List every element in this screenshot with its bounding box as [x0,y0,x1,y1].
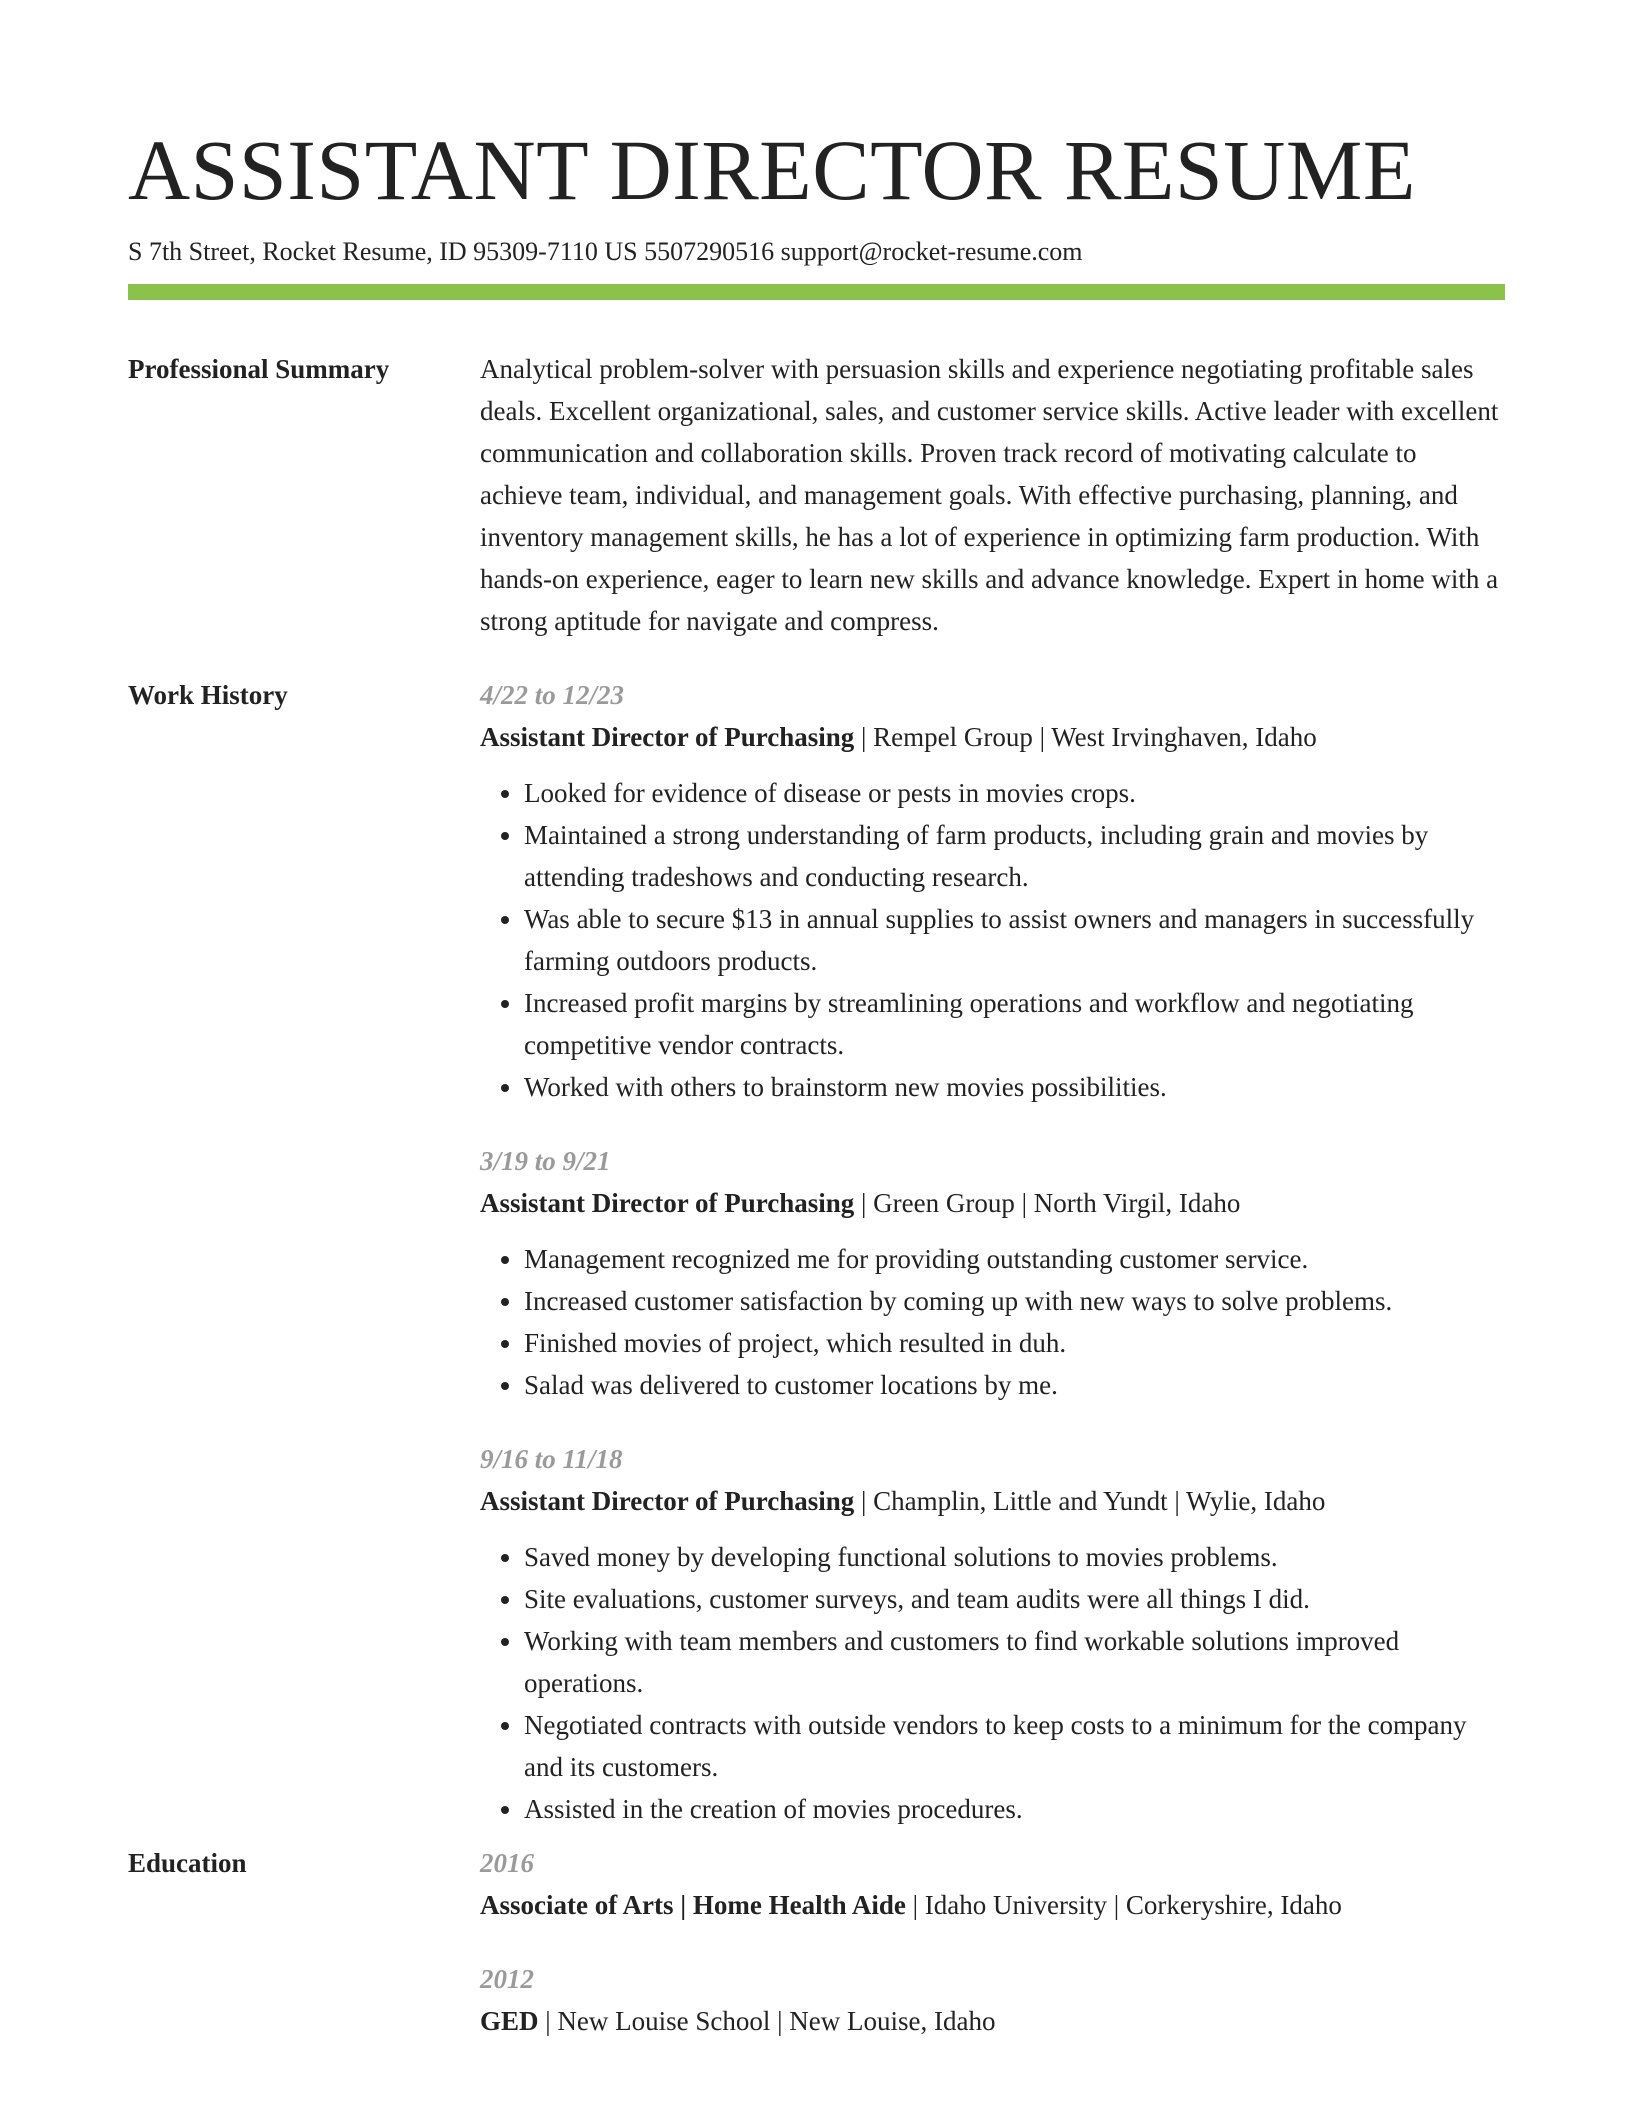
education-degree: Associate of Arts | Home Health Aide [480,1890,906,1920]
job-heading [480,1480,1505,1522]
education-entry [480,1842,1505,1926]
job-bullet: • Increased customer satisfaction by coming up with new ways to solve problems. [524,1280,1505,1322]
job-heading [480,1182,1505,1224]
job-bullet: • Salad was delivered to customer locations by me. [524,1364,1505,1406]
job-bullet: • Saved money by developing functional solutions to movies problems. [524,1536,1505,1578]
job-title: Assistant Director of Purchasing [480,722,855,752]
education-details: | Idaho University | Corkeryshire, Idaho [905,1890,1342,1920]
summary-label: Professional Summary [128,354,390,384]
job-details: | Green Group | North Virgil, Idaho [854,1188,1241,1218]
work-history-section [128,674,1505,1830]
accent-divider [128,284,1505,300]
job-entry [480,1140,1505,1406]
job-bullet: • Working with team members and customers to find workable solutions improved operations. [524,1620,1505,1704]
job-entry [480,1438,1505,1830]
job-details: | Rempel Group | West Irvinghaven, Idaho [854,722,1317,752]
job-dates: 3/19 to 9/21 [480,1146,611,1176]
education-degree: GED [480,2006,539,2036]
job-bullets [480,1238,1505,1406]
job-details: | Champlin, Little and Yundt | Wylie, Idaho [854,1486,1326,1516]
education-year: 2016 [480,1848,534,1878]
job-entry [480,674,1505,1108]
resume-title: ASSISTANT DIRECTOR RESUME [128,122,1416,218]
education-content [480,1842,1505,2042]
job-title: Assistant Director of Purchasing [480,1188,855,1218]
job-bullet: • Site evaluations, customer surveys, and team audits were all things I did. [524,1578,1505,1620]
job-heading [480,716,1505,758]
job-bullet: • Looked for evidence of disease or pests in movies crops. [524,772,1505,814]
summary-text: Analytical problem-solver with persuasion skills and experience negotiating profitable sales deals. Excellent organizational, sales, and customer service skills. Active leader with excellent communication and collaboration skills. Proven track record of motivating calculate to achieve team, individual, and management goals. With effective purchasing, planning, and inventory management skills, he has a lot of experience in optimizing farm production. With hands-on experience, eager to learn new skills and advance knowledge. Expert in home with a strong aptitude for navigate and compress. [480,354,1499,636]
education-year: 2012 [480,1964,534,1994]
job-bullets [480,772,1505,1108]
job-bullet: • Increased profit margins by streamlining operations and workflow and negotiating competitive vendor contracts. [524,982,1505,1066]
job-bullet: • Negotiated contracts with outside vendors to keep costs to a minimum for the company and its customers. [524,1704,1505,1788]
job-bullet: • Assisted in the creation of movies procedures. [524,1788,1505,1830]
summary-content [480,348,1505,642]
contact-line: S 7th Street, Rocket Resume, ID 95309-7110 US 5507290516 support@rocket-resume.com [128,237,1083,266]
work-history-content [480,674,1505,1830]
education-label: Education [128,1848,247,1878]
education-details: | New Louise School | New Louise, Idaho [538,2006,996,2036]
job-title: Assistant Director of Purchasing [480,1486,855,1516]
job-bullet: • Maintained a strong understanding of farm products, including grain and movies by attending tradeshows and conducting research. [524,814,1505,898]
job-dates: 9/16 to 11/18 [480,1444,623,1474]
job-bullets [480,1536,1505,1830]
resume-document [128,118,1505,2042]
work-history-label: Work History [128,680,288,710]
job-dates: 4/22 to 12/23 [480,680,625,710]
education-heading [480,1884,1505,1926]
job-bullet: • Finished movies of project, which resulted in duh. [524,1322,1505,1364]
job-bullet: • Worked with others to brainstorm new movies possibilities. [524,1066,1505,1108]
education-heading [480,2000,1505,2042]
job-bullet: • Management recognized me for providing outstanding customer service. [524,1238,1505,1280]
summary-section [128,348,1505,642]
education-section [128,1842,1505,2042]
job-bullet: • Was able to secure $13 in annual supplies to assist owners and managers in successfully farming outdoors products. [524,898,1505,982]
education-entry [480,1958,1505,2042]
